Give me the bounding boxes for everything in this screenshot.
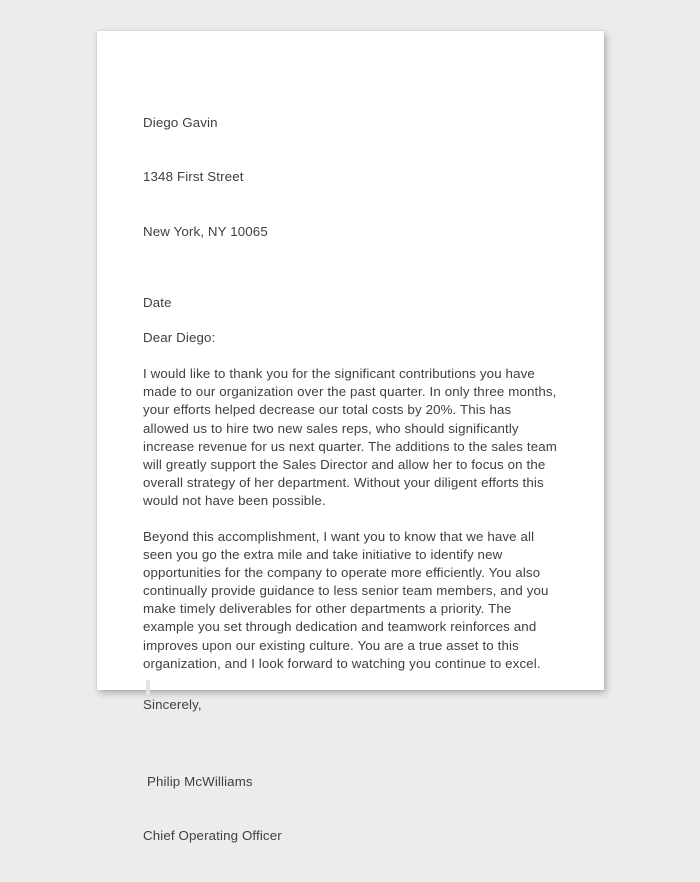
body-paragraph-1: I would like to thank you for the significant contributions you have made to our organization over the past quarter. In only three months, your efforts helped decrease our total costs by 20%. This has allowed us to hire two new sales reps, who should significantly increase revenue for us next quarter. The additions to the sales team will greatly support the Sales Director and allow her to focus on the overall strategy of her department. Without your diligent efforts this would not have been possible. — [143, 366, 561, 508]
text-caret-icon — [146, 680, 150, 695]
recipient-street: 1348 First Street — [143, 169, 244, 185]
closing-line: Sincerely, — [143, 696, 202, 712]
salutation: Dear Diego: — [143, 330, 216, 346]
recipient-city-state-zip: New York, NY 10065 — [143, 223, 268, 239]
signer-name: Philip McWilliams — [147, 774, 253, 789]
closing-area — [143, 696, 561, 714]
recipient-name: Diego Gavin — [143, 115, 218, 131]
letter-content — [143, 78, 561, 882]
body-paragraph-2: Beyond this accomplishment, I want you to know that we have all seen you go the extra mile and take initiative to identify new opportunities for the company to operate more efficiently. You also continually provide guidance to less senior team members, and you make timely deliverables for other departments a priority. The example you set through dedication and teamwork reinforces and improves upon our existing culture. You are a true asset to this organization, and I look forward to watching you continue to excel. — [143, 528, 553, 671]
date-line: Date — [143, 295, 172, 311]
recipient-address-block — [143, 78, 561, 277]
signature-block — [143, 737, 561, 882]
signer-title: Chief Operating Officer — [143, 828, 282, 844]
letter-page — [97, 31, 604, 844]
